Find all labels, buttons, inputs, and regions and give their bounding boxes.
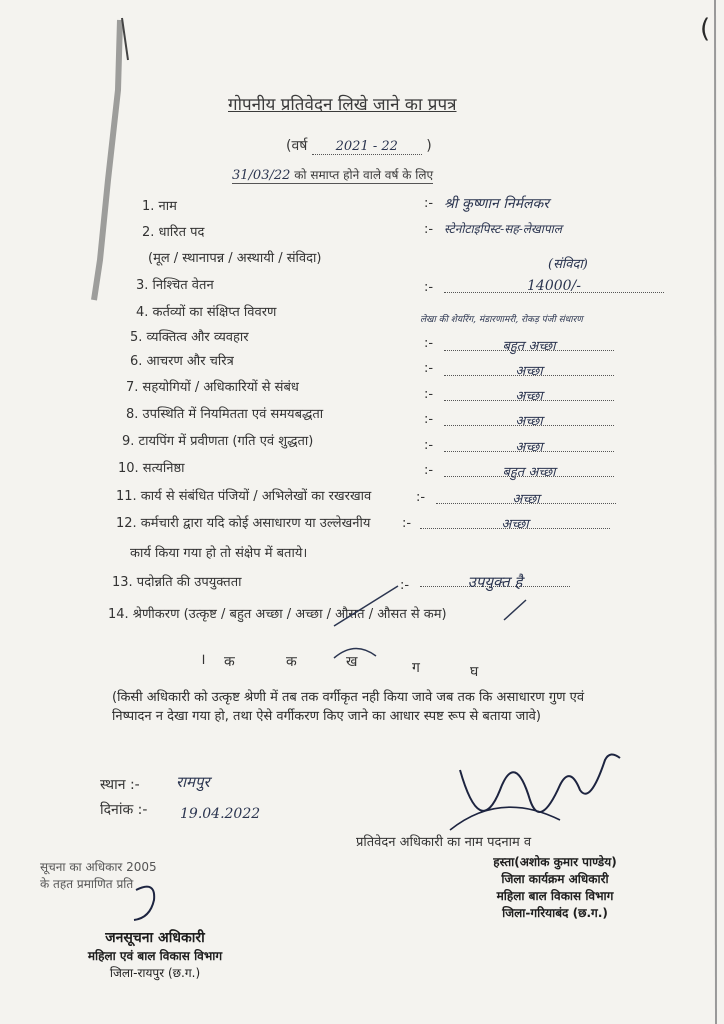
item-post-type-value: (संविदा) [548, 257, 588, 272]
grading-note: (किसी अधिकारी को उत्कृष्ट श्रेणी में तब तक वर्गीकृत नही किया जावे जब तक कि असाधारण गुण एवं निष्पादन न देखा गया हो, तथा ऐसे वर्गीकरण किए जाने का आधार स्पष्ट रूप से बताया जावे) [112, 690, 585, 724]
item-promotion-label: 13. पदोन्नति की उपयुक्तता [112, 575, 242, 590]
colon: :- [424, 412, 434, 427]
item-salary-value: 14000/- [444, 278, 664, 293]
item-exceptional-label: 12. कर्मचारी द्वारा यदि कोई असाधारण या उल्लेखनीय [116, 516, 371, 531]
item-duties-value: लेखा की शेयरिंग, मंडारणामरी, रोकड़ पंजी संधारण [420, 315, 583, 325]
officer-stamp-line-3: महिला बाल विकास विभाग [496, 889, 614, 903]
officer-stamp-line-2: जिला कार्यक्रम अधिकारी [501, 872, 609, 886]
officer-stamp [450, 853, 660, 921]
grade-kha: ख [346, 654, 358, 670]
item-relations-label: 7. सहयोगियों / अधिकारियों से संबंध [126, 380, 299, 395]
rti-stamp-bottom [60, 928, 250, 981]
rti-stamp-line-5: जिला-रायपुर (छ.ग.) [109, 966, 201, 980]
item-records-value: अच्छा [436, 489, 616, 504]
rti-stamp-line-3: जनसूचना अधिकारी [105, 930, 205, 946]
rti-stamp-line-2: के तहत प्रमाणित प्रति [40, 877, 134, 891]
grade-selection-mark [330, 640, 380, 676]
colon: :- [424, 196, 434, 211]
grade-prefix: । [200, 650, 206, 668]
form-title: गोपनीय प्रतिवेदन लिखे जाने का प्रपत्र [228, 95, 457, 115]
date-label: दिनांक :- [100, 802, 148, 818]
period-text: को समाप्त होने वाले वर्ष के लिए [294, 168, 434, 182]
item-conduct-label: 6. आचरण और चरित्र [130, 354, 234, 369]
date-value: 19.04.2022 [180, 806, 261, 822]
item-post-label: 2. धारित पद [142, 225, 205, 240]
officer-label: प्रतिवेदन अधिकारी का नाम पदनाम व [356, 835, 532, 850]
colon: :- [400, 578, 410, 593]
rti-stamp-line-4: महिला एवं बाल विकास विभाग [87, 949, 223, 963]
grade-ka-2: क [286, 654, 297, 670]
item-personality-label: 5. व्यक्तित्व और व्यवहार [130, 330, 249, 345]
grade-gha: घ [470, 664, 479, 680]
grade-ka-1: क [224, 654, 235, 670]
colon: :- [424, 361, 434, 376]
item-salary-label: 3. निश्चित वेतन [136, 278, 214, 293]
period-line [232, 166, 433, 184]
item-typing-label: 9. टायपिंग में प्रवीणता (गति एवं शुद्धता) [122, 434, 314, 449]
item-attendance-value: अच्छा [444, 411, 614, 426]
item-integrity-value: बहुत अच्छा [444, 462, 614, 477]
item-grading-label: 14. श्रेणीकरण (उत्कृष्ट / बहुत अच्छा / अच्छा / औसत / औसत से कम) [108, 607, 447, 622]
colon: :- [402, 516, 412, 531]
year-close: ) [426, 138, 432, 154]
item-exceptional-value: अच्छा [420, 514, 610, 529]
item-relations-value: अच्छा [444, 386, 614, 401]
colon: :- [424, 222, 434, 237]
year-label: (वर्ष [286, 138, 308, 154]
year-line [286, 136, 432, 155]
item-attendance-label: 8. उपस्थिति में नियमितता एवं समयबद्धता [126, 407, 324, 422]
item-promotion-value: उपयुक्त है [420, 572, 570, 587]
officer-stamp-line-4: जिला-गरियाबंद (छ.ग.) [502, 906, 608, 920]
place-value: रामपुर [176, 773, 210, 791]
item-conduct-value: अच्छा [444, 361, 614, 376]
grading-strike-mark-2 [500, 596, 530, 626]
item-personality-value: बहुत अच्छा [444, 336, 614, 351]
grading-strike-mark [326, 580, 406, 640]
item-typing-value: अच्छा [444, 437, 614, 452]
colon: :- [424, 387, 434, 402]
rti-stamp-line-1: सूचना का अधिकार 2005 [40, 860, 157, 874]
officer-stamp-line-1: हस्ता(अशोक कुमार पाण्डेय) [493, 855, 617, 869]
colon: :- [424, 336, 434, 351]
item-name-label: 1. नाम [142, 199, 177, 214]
colon: :- [416, 490, 426, 505]
corner-mark: ( [700, 14, 711, 44]
colon: :- [424, 463, 434, 478]
colon: :- [424, 280, 434, 295]
item-post-type-label: (मूल / स्थानापन्न / अस्थायी / संविदा) [148, 251, 322, 266]
colon: :- [424, 438, 434, 453]
rti-signature [126, 880, 166, 930]
item-name-value: श्री कुष्णान निर्मलकर [444, 196, 549, 212]
item-records-label: 11. कार्य से संबंधित पंजियों / अभिलेखों का रखरखाव [116, 489, 372, 504]
item-exceptional-cont: कार्य किया गया हो तो संक्षेप में बताये। [130, 546, 308, 561]
period-date: 31/03/22 [232, 168, 291, 183]
item-duties-label: 4. कर्तव्यों का संक्षिप्त विवरण [136, 305, 277, 320]
grade-ga: ग [412, 660, 420, 676]
item-post-value: स्टेनोटाइपिस्ट-सह-लेखापाल [444, 222, 562, 236]
item-integrity-label: 10. सत्यनिष्ठा [118, 461, 185, 476]
place-label: स्थान :- [100, 777, 140, 793]
year-value: 2021 - 22 [312, 139, 422, 155]
